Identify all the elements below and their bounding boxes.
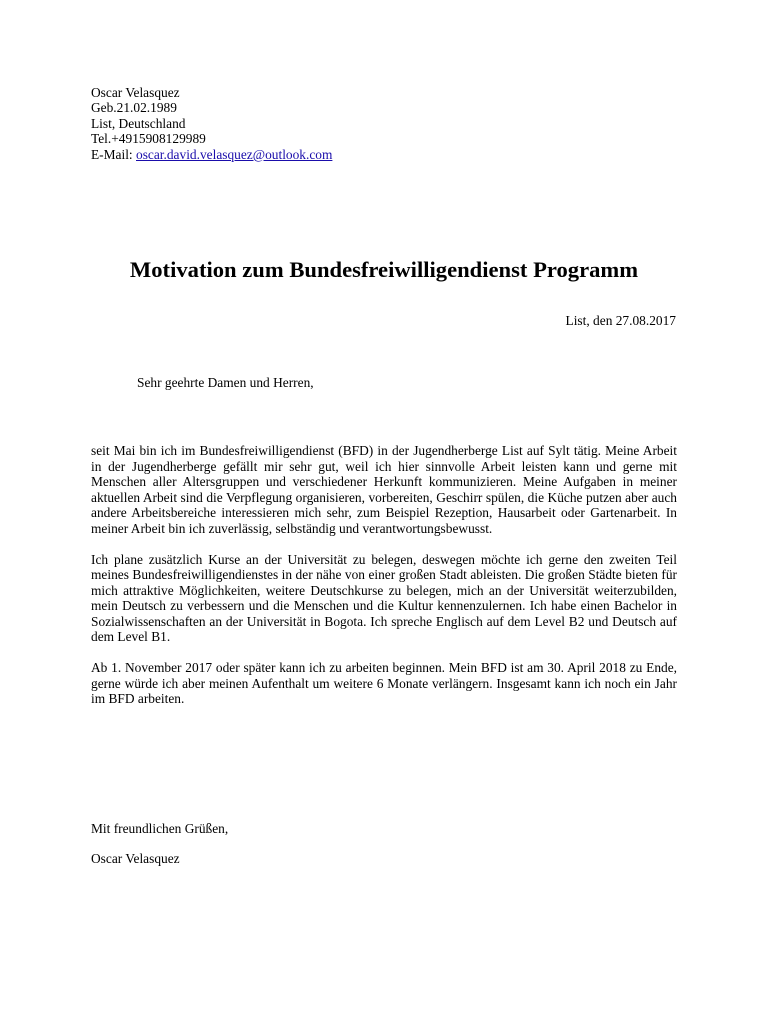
letter-body <box>91 443 677 722</box>
sender-block <box>91 85 332 162</box>
sender-birthdate: Geb.21.02.1989 <box>91 100 177 116</box>
sender-email-link[interactable]: oscar.david.velasquez@outlook.com <box>136 146 333 162</box>
closing-phrase: Mit freundlichen Grüßen, <box>91 821 229 836</box>
sender-phone: Tel.+4915908129989 <box>91 131 206 147</box>
sender-location: List, Deutschland <box>91 115 186 131</box>
sender-name: Oscar Velasquez <box>91 85 180 100</box>
sender-email-line <box>91 147 332 162</box>
sender-email-label: E-Mail: <box>91 146 136 162</box>
signature-name: Oscar Velasquez <box>91 851 180 866</box>
document-title: Motivation zum Bundesfreiwilligendienst Programm <box>129 257 639 282</box>
salutation: Sehr geehrte Damen und Herren, <box>137 375 314 390</box>
body-paragraph: seit Mai bin ich im Bundesfreiwilligendienst (BFD) in der Jugendherberge List auf Sylt tätig. Meine Arbeit in der Jugendherberge gefällt mir sehr gut, weil ich hier sinnvolle Arbeit leisten kann und gerne mit Menschen aller Altersgruppen und verschiedener Herkunft kommunizieren. Meine Aufgaben in meiner aktuellen Arbeit sind die Verpflegung organisieren, vorbereiten, Geschirr spülen, die Küche putzen aber auch andere Arbeitsbereiche interessieren mich sehr, zum Beispiel Rezeption, Hausarbeit oder Gartenarbeit. In meiner Arbeit bin ich zuverlässig, selbständig und verantwortungsbewusst. <box>91 443 677 536</box>
body-paragraph: Ich plane zusätzlich Kurse an der Universität zu belegen, deswegen möchte ich gerne den zweiten Teil meines Bundesfreiwilligendienstes in der nähe von einer großen Stadt ableisten. Die großen Städte bieten für mich attraktive Möglichkeiten, weitere Deutschkurse zu belegen, mich an der Universität weiterzubilden, mein Deutsch zu verbessern und die Menschen und die Kultur kennenzulernen. Ich habe einen Bachelor in Sozialwissenschaften an der Universität in Bogota. Ich spreche Englisch auf dem Level B2 und Deutsch auf dem Level B1. <box>91 551 677 644</box>
place-date: List, den 27.08.2017 <box>565 313 676 328</box>
body-paragraph: Ab 1. November 2017 oder später kann ich zu arbeiten beginnen. Mein BFD ist am 30. April 2018 zu Ende, gerne würde ich aber meinen Aufenthalt um weitere 6 Monate verlängern. Insgesamt kann ich noch ein Jahr im BFD arbeiten. <box>91 660 677 706</box>
